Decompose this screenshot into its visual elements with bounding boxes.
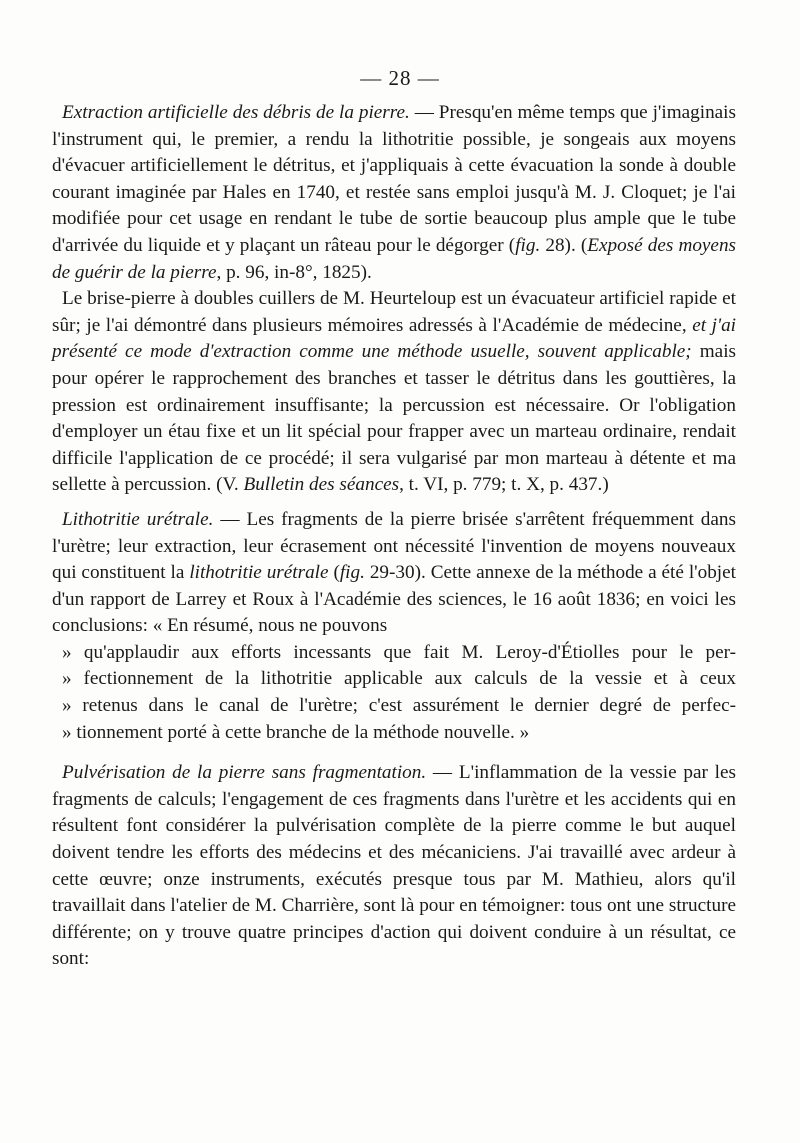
quote-line: » fectionnement de la lithotritie applicable aux calculs de la vessie et à ceux [62,668,736,690]
page-number: — 28 — [360,66,440,90]
paragraph-text: Le brise-pierre à doubles cuillers de M. Heurteloup est un évacuateur artificiel rapide et sûr; je l'ai démontré dans plusieurs mémoires adressés à l'Académie de médecine, [52,288,736,336]
paragraph-brise-pierre [52,286,736,499]
section-heading-extraction: Extraction artificielle des débris de la pierre. [62,102,410,123]
reference-title: Exposé des moyens de guérir de la pierre [52,234,737,283]
paragraph-pulverisation [52,760,736,973]
paragraph-text: ( [328,562,340,584]
paragraph-text: 29-30). Cette annexe de la méthode a été l'objet d'un rapport de Larrey et Roux à l'Académie des sciences, le 16 août 1836; en voici les conclusions: « En résumé, nous ne pouvons [52,562,736,637]
paragraph-lithotritie-uretrale [52,507,736,746]
section-heading-pulverisation: Pulvérisation de la pierre sans fragmentation. [62,762,427,784]
paragraph-text: — Presqu'en même temps que j'imaginais l'instrument qui, le premier, a rendu la lithotritie possible, je songeais aux moyens d'évacuer artificiellement le détritus, et j'appliquais à cette évacuation la sonde à double courant imaginée par Hales en 1740, et restée sans emploi jusqu'à M. J. Cloquet; je l'ai modifiée pour cet usage en rendant le tube de sortie beaucoup plus ample que le tube d'arrivée du liquide et y plaçant un râteau pour le dégorger ( [52,102,736,256]
section-heading-lithotritie: Lithotritie urétrale. [62,508,214,530]
quote-line: » tionnement porté à cette branche de la méthode nouvelle. » [62,721,530,743]
quote-line: » retenus dans le canal de l'urètre; c'est assurément le dernier degré de perfec- [62,695,736,717]
paragraph-text: 28). ( [540,234,588,256]
italic-term: lithotritie urétrale [189,562,329,584]
italic-passage: et j'ai présenté ce mode d'extraction comme une méthode usuelle, souvent applicable; [52,314,736,363]
body-text [52,100,736,973]
paragraph-text: — L'inflammation de la vessie par les fragments de calculs; l'engagement de ces fragments dans l'urètre et les accidents qui en résultent font considérer la pulvérisation complète de la pierre comme le but auquel doivent tendre les efforts des médecins et des mécaniciens. J'ai travaillé avec ardeur à cette œuvre; onze instruments, exécutés presque tous par M. Mathieu, alors qu'il travaillait dans l'atelier de M. Charrière, sont là pour en témoigner: tous ont une structure différente; on y trouve quatre principes d'action qui doivent conduire à un résultat, ce sont: [52,762,736,970]
paragraph-text: — Les fragments de la pierre brisée s'arrêtent fréquemment dans l'urètre; leur extraction, leur écrasement ont nécessité l'invention de moyens nouveaux qui constituent la [52,508,736,584]
paragraph-text: mais pour opérer le rapprochement des branches et tasser le détritus dans les gouttières, la pression est ordinairement insuffisante; la percussion est nécessaire. Or l'obligation d'employer un étau fixe et un lit spécial pour frapper avec un marteau ordinaire, rendait difficile l'application de ce procédé; il sera vulgarisé par mon marteau à détente et ma sellette à percussion. (V. [52,341,736,496]
paragraph-text: , t. VI, p. 779; t. X, p. 437.) [399,474,609,496]
reference-title: Bulletin des séances [243,474,400,496]
quote-line: » qu'applaudir aux efforts incessants que fait M. Leroy-d'Étiolles pour le per- [62,641,736,663]
paragraph-text: , p. 96, in-8°, 1825). [216,261,372,283]
figure-ref: fig. [339,562,365,584]
paragraph-extraction [52,100,736,286]
figure-ref: fig. [515,234,541,256]
